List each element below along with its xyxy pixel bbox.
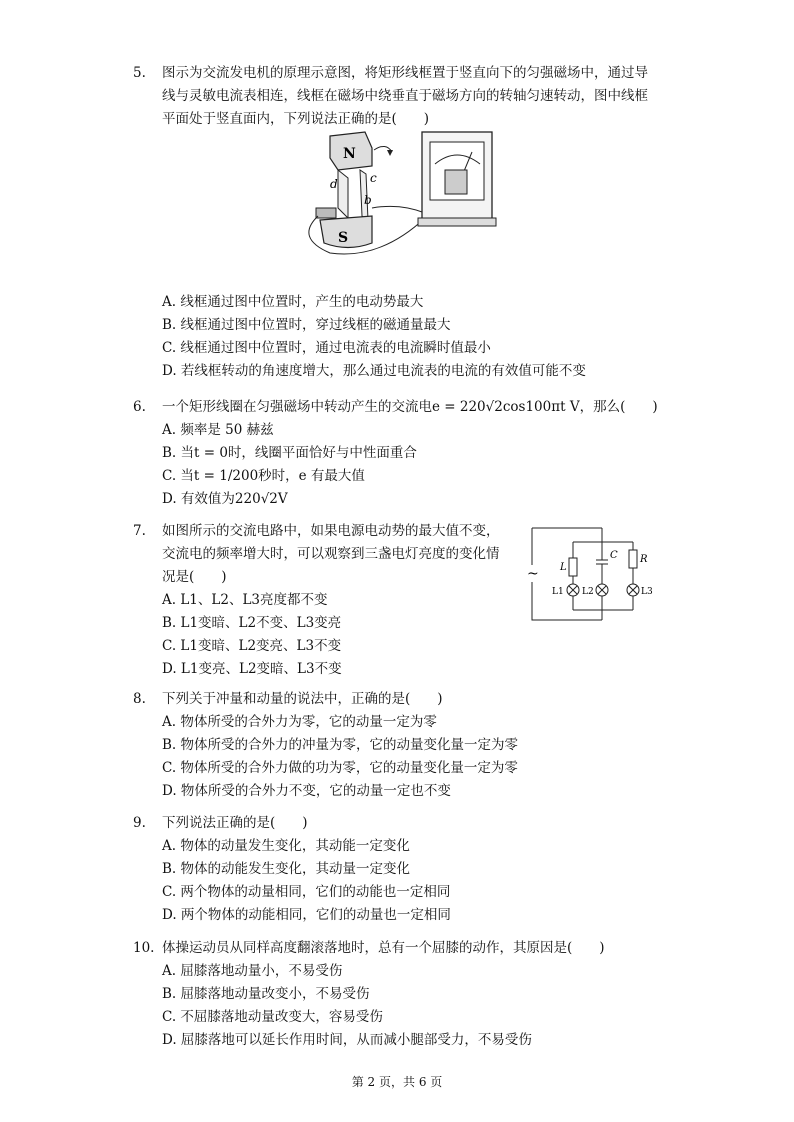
generator-figure <box>290 128 500 263</box>
option-b: B. L1变暗、L2不变、L3变亮 <box>162 615 342 631</box>
stem-line: 交流电的频率增大时，可以观察到三盏电灯亮度的变化情 <box>162 546 500 562</box>
option-d: D. 物体所受的合外力不变，它的动量一定也不变 <box>162 783 451 799</box>
option-b: B. 线框通过图中位置时，穿过线框的磁通量最大 <box>162 317 451 333</box>
question-number: 8. <box>133 691 146 707</box>
label-r: R <box>640 554 648 565</box>
ac-source-symbol: ~ <box>527 566 539 582</box>
label-l1: L1 <box>552 587 564 597</box>
option-d: D. 两个物体的动能相同，它们的动量也一定相同 <box>162 907 451 923</box>
stem-line: 下列关于冲量和动量的说法中，正确的是( ) <box>162 691 443 707</box>
option-c: C. L1变暗、L2变亮、L3不变 <box>162 638 342 654</box>
option-c: C. 不屈膝落地动量改变大，容易受伤 <box>162 1009 383 1025</box>
question-5-options <box>133 291 673 383</box>
question-9 <box>133 812 673 927</box>
question-stem <box>162 62 673 131</box>
option-d: D. 有效值为220√2V <box>162 491 288 507</box>
question-5 <box>133 62 673 131</box>
option-a: A. 屈膝落地动量小，不易受伤 <box>162 963 343 979</box>
label-l2: L2 <box>582 587 594 597</box>
question-10 <box>133 937 673 1052</box>
option-a: A. 线框通过图中位置时，产生的电动势最大 <box>162 294 424 310</box>
label-l3: L3 <box>641 587 653 597</box>
option-b: B. 屈膝落地动量改变小，不易受伤 <box>162 986 370 1002</box>
option-d: D. 若线框转动的角速度增大，那么通过电流表的电流的有效值可能不变 <box>162 363 586 379</box>
option-c: C. 两个物体的动量相同，它们的动能也一定相同 <box>162 884 451 900</box>
option-a: A. 物体所受的合外力为零，它的动量一定为零 <box>162 714 437 730</box>
stem-line: 如图所示的交流电路中，如果电源电动势的最大值不变， <box>162 523 500 539</box>
question-number: 6. <box>133 399 146 415</box>
stem-line: 线与灵敏电流表相连，线框在磁场中绕垂直于磁场方向的转轴匀速转动，图中线框 <box>162 88 648 104</box>
question-number: 9. <box>133 815 146 831</box>
question-stem <box>162 520 513 589</box>
page-footer: 第 2 页，共 6 页 <box>351 1075 443 1089</box>
label-b: b <box>364 193 372 207</box>
stem-line: 况是( ) <box>162 569 227 585</box>
stem-line: 体操运动员从同样高度翻滚落地时，总有一个屈膝的动作，其原因是( ) <box>162 940 605 956</box>
stem-line: 一个矩形线圈在匀强磁场中转动产生的交流电e = 220√2cos100πt V，那么( ) <box>162 399 658 415</box>
circuit-figure <box>518 520 668 625</box>
option-b: B. 物体的动能发生变化，其动量一定变化 <box>162 861 411 877</box>
question-number: 7. <box>133 523 146 539</box>
label-l: L <box>560 562 567 573</box>
option-a: A. L1、L2、L3亮度都不变 <box>162 592 328 608</box>
option-d: D. 屈膝落地可以延长作用时间，从而减小腿部受力，不易受伤 <box>162 1032 532 1048</box>
option-a: A. 物体的动量发生变化，其动能一定变化 <box>162 838 410 854</box>
option-d: D. L1变亮、L2变暗、L3不变 <box>162 661 342 677</box>
option-b: B. 当t = 0时，线圈平面恰好与中性面重合 <box>162 445 417 461</box>
stem-line: 图示为交流发电机的原理示意图，将矩形线框置于竖直向下的匀强磁场中，通过导 <box>162 65 648 81</box>
label-c: c <box>370 171 377 185</box>
question-7 <box>133 520 513 681</box>
question-6 <box>133 396 673 511</box>
label-n: N <box>343 146 356 162</box>
option-c: C. 物体所受的合外力做的功为零，它的动量变化量一定为零 <box>162 760 518 776</box>
stem-line: 平面处于竖直面内，下列说法正确的是( ) <box>162 111 430 127</box>
label-s: S <box>338 230 349 246</box>
option-c: C. 当t = 1/200秒时，e 有最大值 <box>162 468 365 484</box>
label-c: C <box>610 550 618 561</box>
label-d: d <box>330 177 338 191</box>
option-b: B. 物体所受的合外力的冲量为零，它的动量变化量一定为零 <box>162 737 519 753</box>
option-c: C. 线框通过图中位置时，通过电流表的电流瞬时值最小 <box>162 340 491 356</box>
stem-line: 下列说法正确的是( ) <box>162 815 308 831</box>
question-8 <box>133 688 673 803</box>
option-a: A. 频率是 50 赫兹 <box>162 422 274 438</box>
question-number: 5. <box>133 65 146 81</box>
question-number: 10. <box>133 940 155 956</box>
